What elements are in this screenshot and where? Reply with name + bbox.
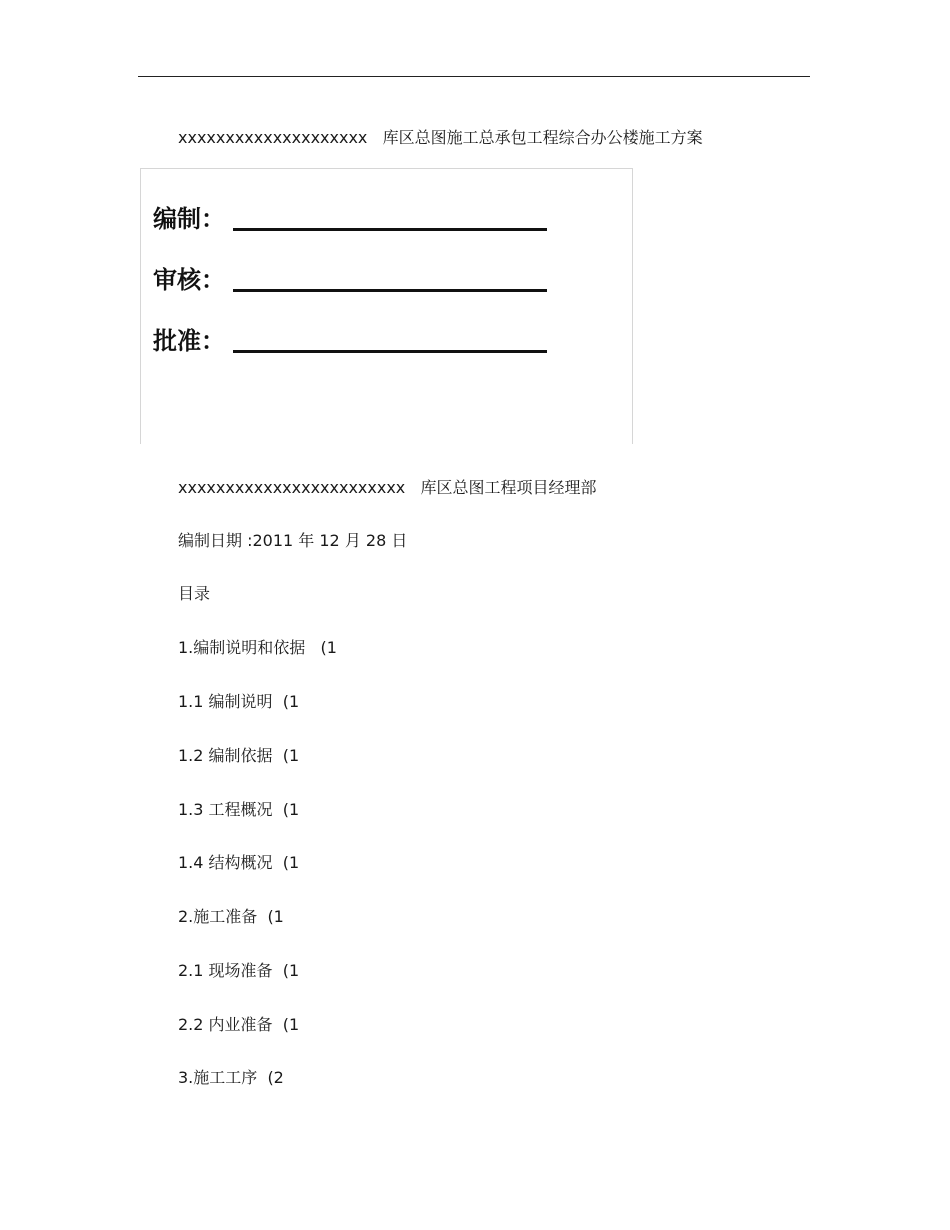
- toc-item[interactable]: 1.4 结构概况 (1: [178, 853, 300, 872]
- toc-item[interactable]: 2.1 现场准备 (1: [178, 961, 300, 980]
- signature-line-reviewed: [233, 289, 547, 292]
- signature-row-approved: [153, 324, 553, 358]
- toc-item[interactable]: 1.编制说明和依据 (1: [178, 638, 337, 657]
- signature-block: [140, 168, 633, 444]
- signature-label-compiled: 编制：: [153, 205, 225, 233]
- header-rule: [138, 76, 810, 77]
- document-title: xxxxxxxxxxxxxxxxxxxx 库区总图施工总承包工程综合办公楼施工方案: [178, 128, 703, 147]
- toc-item[interactable]: 2.施工准备 (1: [178, 907, 284, 926]
- signature-line-approved: [233, 350, 547, 353]
- organization-name: xxxxxxxxxxxxxxxxxxxxxxxx 库区总图工程项目经理部: [178, 478, 597, 497]
- toc-item[interactable]: 1.3 工程概况 (1: [178, 800, 300, 819]
- toc-item[interactable]: 3.施工工序 (2: [178, 1068, 284, 1087]
- toc-heading: 目录: [178, 584, 211, 603]
- toc-item[interactable]: 1.2 编制依据 (1: [178, 746, 300, 765]
- toc-item[interactable]: 1.1 编制说明 (1: [178, 692, 300, 711]
- compile-date: 编制日期 :2011 年 12 月 28 日: [178, 531, 408, 550]
- signature-line-compiled: [233, 228, 547, 231]
- signature-label-reviewed: 审核：: [153, 266, 225, 294]
- signature-row-compiled: [153, 202, 553, 236]
- signature-row-reviewed: [153, 263, 553, 297]
- toc-item[interactable]: 2.2 内业准备 (1: [178, 1015, 300, 1034]
- signature-label-approved: 批准：: [153, 327, 225, 355]
